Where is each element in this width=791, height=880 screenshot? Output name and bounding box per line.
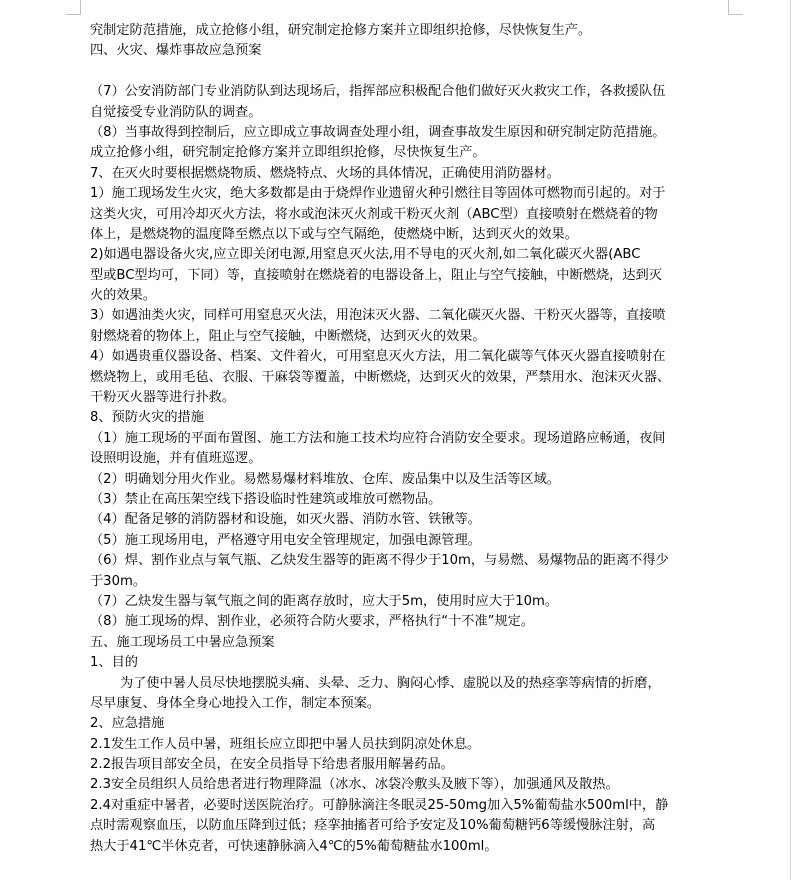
paragraph [90, 123, 730, 164]
text-line: 于30m。 [90, 573, 147, 589]
text-line: 1、目的 [90, 655, 138, 671]
paragraph [90, 674, 730, 694]
paragraph [90, 694, 730, 714]
text-line: 五、施工现场员工中暑应急预案 [90, 634, 275, 650]
text-line: （1）施工现场的平面布置图、施工方法和施工技术均应符合消防安全要求。现场道路应畅通，夜间 [90, 430, 666, 446]
paragraph [90, 62, 730, 82]
text-line: 2)如遇电器设备火灾,应立即关闭电源,用窒息灭火法,用不导电的灭火剂,如二氧化碳灭火器(ABC [90, 247, 641, 263]
paragraph [90, 408, 730, 428]
paragraph [90, 633, 730, 653]
text-line: （7）乙炔发生器与氧气瓶之间的距离存放时，应大于5m，使用时应大于10m。 [90, 593, 559, 609]
paragraph [90, 796, 730, 857]
text-line: 8、预防火灾的措施 [90, 410, 204, 426]
paragraph [90, 429, 730, 470]
text-line: 2.4对重症中暑者，必要时送医院治疗。可静脉滴注冬眠灵25-50mg加入5%葡萄盐水500ml中，静 [90, 797, 669, 813]
paragraph [90, 82, 730, 123]
text-line: 体上，是燃烧物的温度降至燃点以下或与空气隔绝，使燃烧中断，达到灭火的效果。 [90, 226, 578, 242]
text-line: 为了使中暑人员尽快地摆脱头痛、头晕、乏力、胸闷心悸、虚脱以及的热痉挛等病情的折磨， [120, 675, 661, 691]
text-line: 射燃烧着的物体上，阻止与空气接触，中断燃烧，达到灭火的效果。 [90, 328, 486, 344]
text-line: （2）明确划分用火作业。易燃易爆材料堆放、仓库、废品集中以及生活等区域。 [90, 471, 560, 487]
paragraph [90, 755, 730, 775]
text-line: 四、火灾、爆炸事故应急预案 [90, 43, 262, 59]
paragraph [90, 531, 730, 551]
text-line: 成立抢修小组，研究制定抢修方案并立即组织抢修，尽快恢复生产。 [90, 145, 486, 161]
paragraph [90, 41, 730, 61]
text-line: （8）当事故得到控制后，应立即成立事故调查处理小组，调查事故发生原因和研究制定防范措施。 [90, 124, 666, 140]
text-line: 火的效果。 [90, 288, 156, 304]
paragraph [90, 470, 730, 490]
paragraph [90, 775, 730, 795]
text-line: 2.1发生工作人员中暑，班组长应立即把中暑人员扶到阴凉处休息。 [90, 736, 481, 752]
text-line: 2.2报告项目部安全员，在安全员指导下给患者服用解暑药品。 [90, 757, 454, 773]
text-line: （8）施工现场的焊、割作业，必须符合防火要求，严格执行“十不准”规定。 [90, 614, 535, 630]
text-line: 自觉接受专业消防队的调查。 [90, 104, 262, 120]
text-line: （5）施工现场用电，严格遵守用电安全管理规定，加强电源管理。 [90, 532, 481, 548]
paragraph [90, 510, 730, 530]
paragraph [90, 21, 730, 41]
text-line: 型或BC型均可，下同）等，直接喷射在燃烧着的电器设备上，阻止与空气接触，中断燃烧，达到灭 [90, 267, 662, 283]
text-line: 7、在灭火时要根据燃烧物质、燃烧特点、火场的具体情况，正确使用消防器材。 [90, 165, 560, 181]
paragraph [90, 164, 730, 184]
text-line: 3）如遇油类火灾，同样可用窒息灭火法，用泡沫灭火器、二氧化碳灭火器、干粉灭火器等，直接喷 [90, 308, 666, 324]
paragraph [90, 551, 730, 592]
paragraph [90, 653, 730, 673]
paragraph [90, 592, 730, 612]
paragraph [90, 306, 730, 347]
text-line [90, 62, 730, 82]
text-line: 1）施工现场发生火灾，绝大多数都是由于烧焊作业遗留火种引燃往目等固体可燃物而引起的。对于 [90, 186, 666, 202]
text-line: 热大于41℃半休克者，可快速静脉滴入4℃的5%葡萄糖盐水100ml。 [90, 838, 498, 854]
text-line: 2、应急措施 [90, 716, 165, 732]
margin-corner-mark-right [728, 0, 743, 15]
text-line: 这类火灾，可用冷却灭火方法，将水或泡沫灭火剂或干粉灭火剂（ABC型）直接喷射在燃烧着的物 [90, 206, 658, 222]
text-line: 设照明设施，并有值班巡逻。 [90, 451, 262, 467]
paragraph [90, 347, 730, 408]
text-line: （6）焊、割作业点与氧气瓶、乙炔发生器等的距离不得少于10m，与易燃、易爆物品的距离不得少 [90, 553, 669, 569]
paragraph [90, 245, 730, 306]
text-line: 燃烧物上，或用毛毡、衣服、干麻袋等覆盖，中断燃烧，达到灭火的效果，严禁用水、泡沫灭火器、 [90, 369, 671, 385]
paragraph [90, 735, 730, 755]
paragraph [90, 714, 730, 734]
paragraph [90, 184, 730, 245]
text-line: 干粉灭火器等进行扑救。 [90, 390, 236, 406]
text-line: 究制定防范措施，成立抢修小组，研究制定抢修方案并立即组织抢修，尽快恢复生产。 [90, 23, 592, 38]
paragraph [90, 612, 730, 632]
text-line: 4）如遇贵重仪器设备、档案、文件着火，可用窒息灭火方法，用二氧化碳等气体灭火器直接喷射在 [90, 349, 666, 365]
text-line: （4）配备足够的消防器材和设施，如灭火器、消防水管、铁锹等。 [90, 512, 481, 528]
text-line: （3）禁止在高压架空线下搭设临时性建筑或堆放可燃物品。 [90, 491, 442, 507]
margin-corner-mark-left [66, 0, 81, 15]
text-line: 尽早康复、身体全身心地投入工作，制定本预案。 [90, 695, 381, 711]
text-line: 2.3安全员组织人员给患者进行物理降温（冰水、冰袋冷敷头及腋下等），加强通风及散热。 [90, 777, 619, 793]
text-line: （7）公安消防部门专业消防队到达现场后，指挥部应积极配合他们做好灭火救灾工作，各救援队伍 [90, 84, 666, 100]
text-line: 点时需观察血压，以防血压降到过低；痉挛抽搐者可给予安定及10%葡萄糖钙6等缓慢脉注射，高 [90, 818, 656, 834]
paragraph [90, 490, 730, 510]
document-body [90, 21, 730, 857]
